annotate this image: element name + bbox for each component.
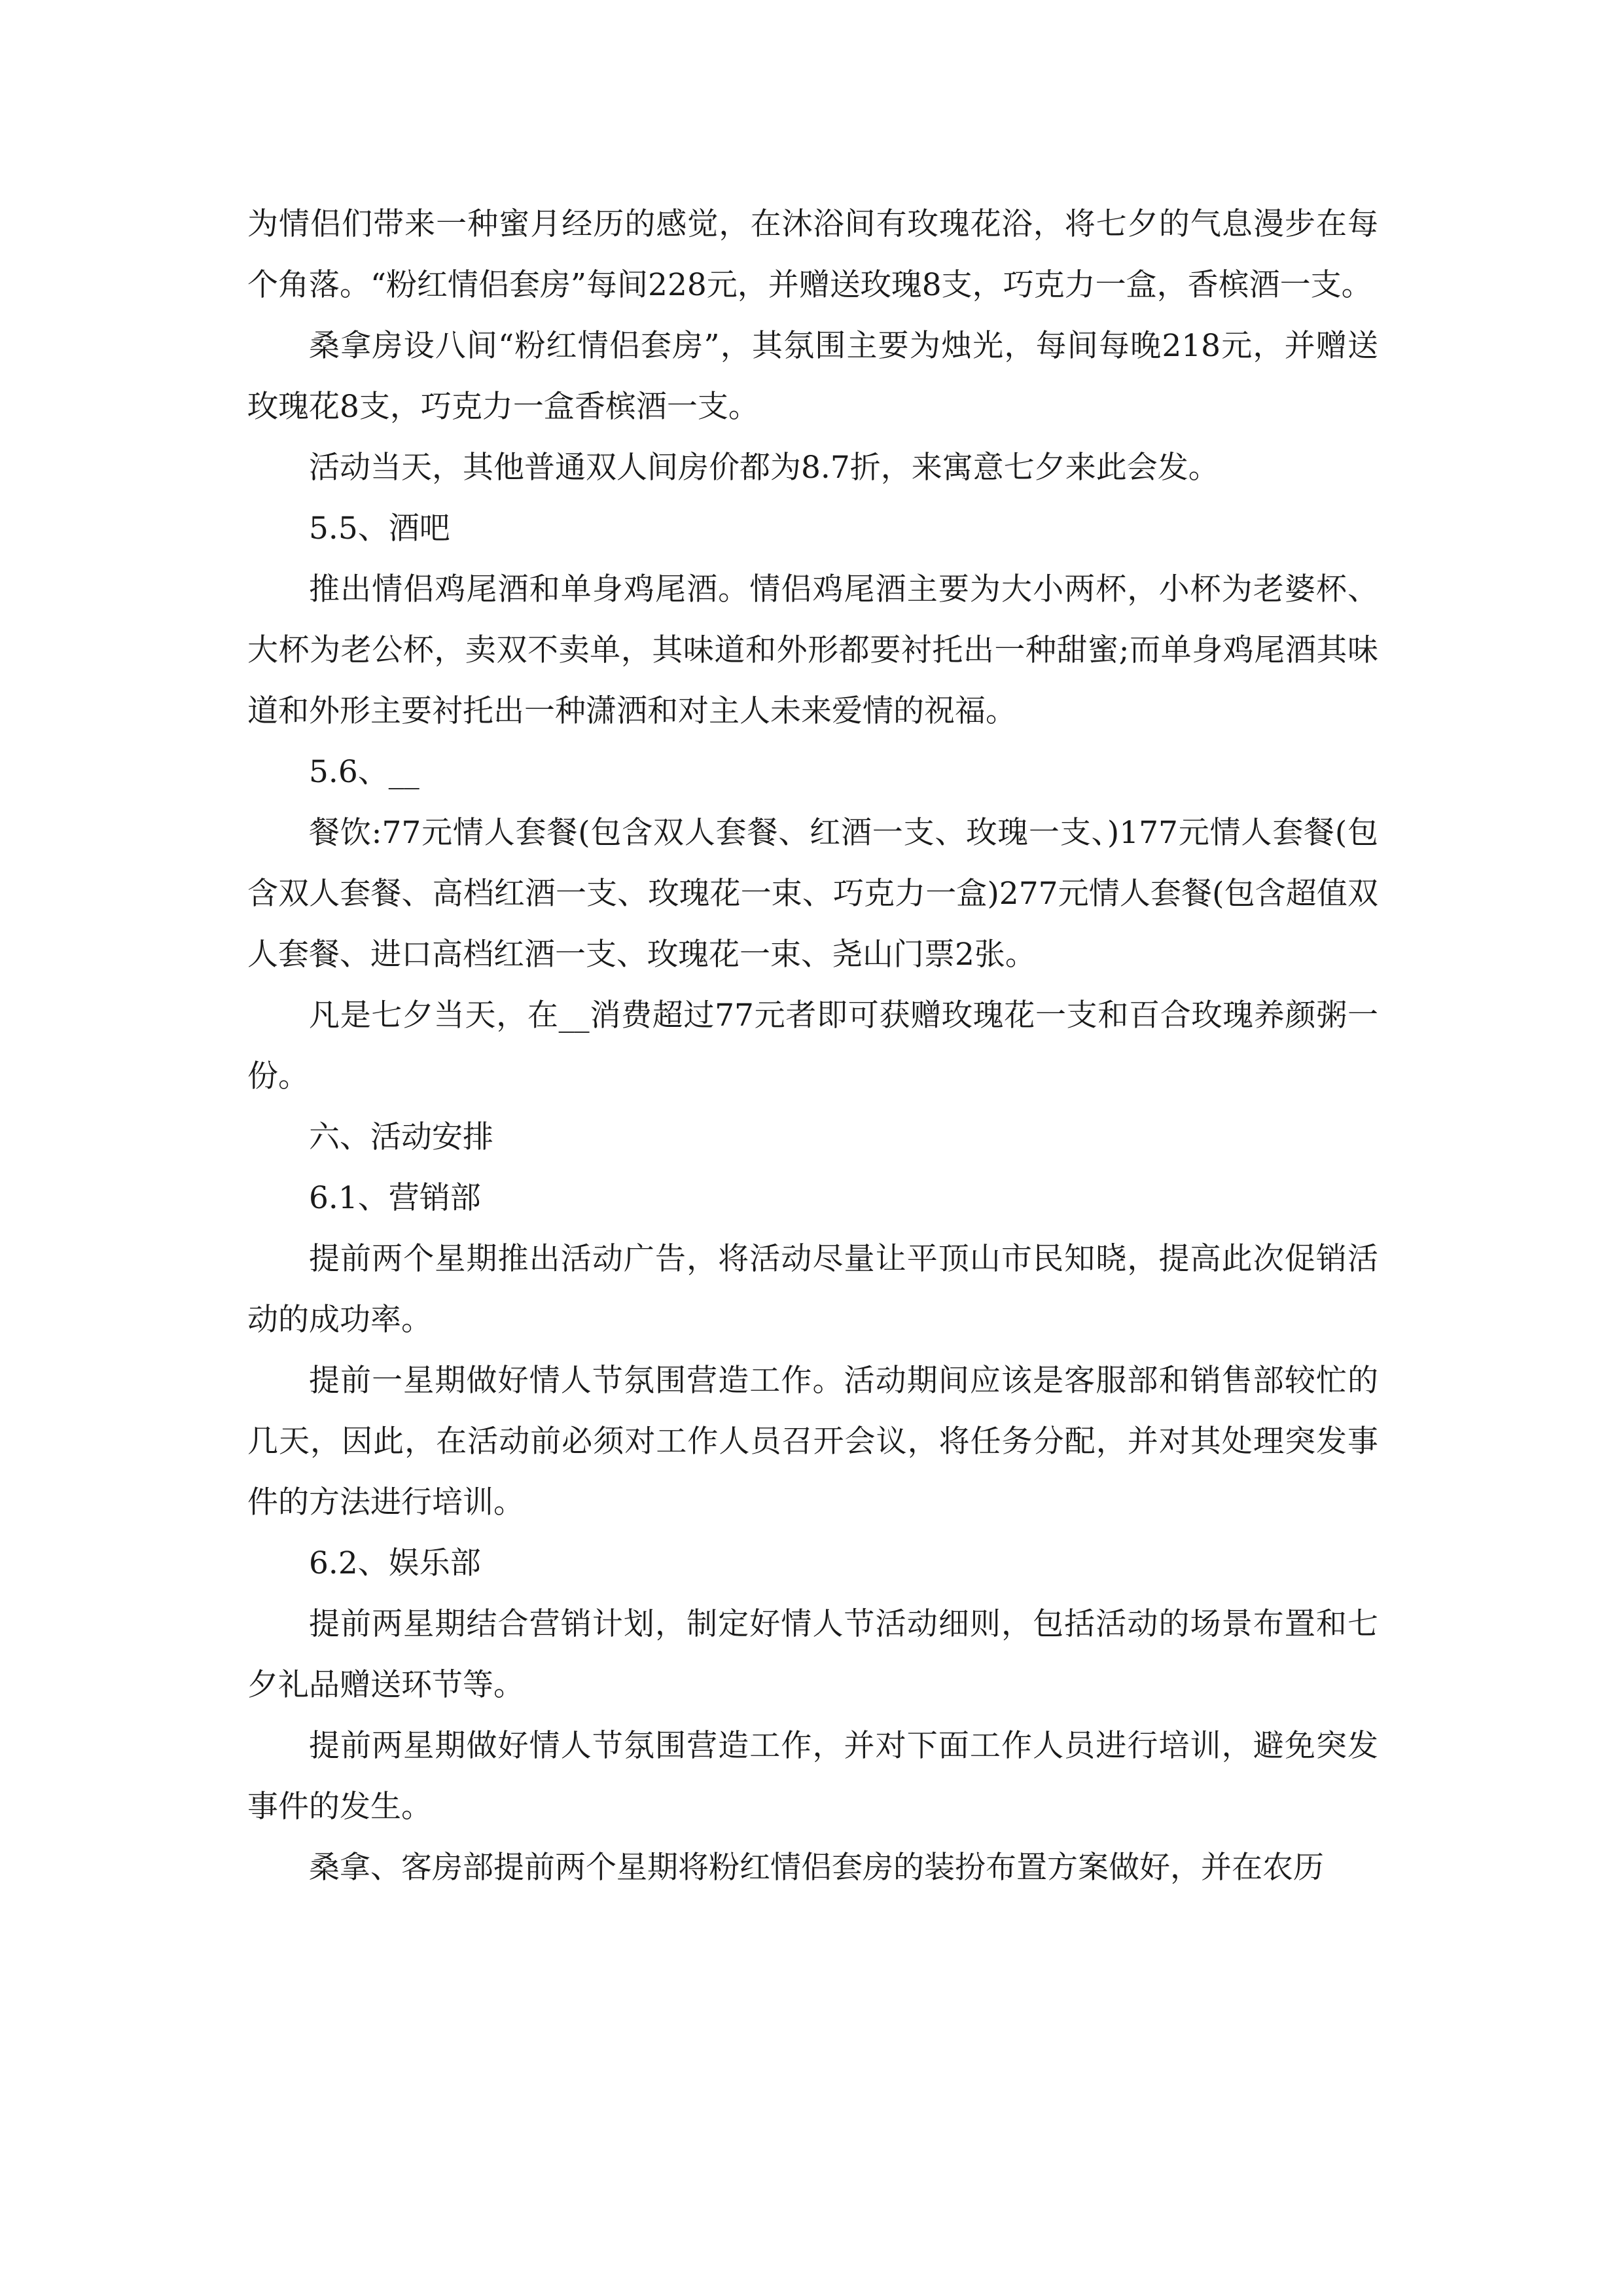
paragraph: 提前两星期做好情人节氛围营造工作，并对下面工作人员进行培训，避免突发事件的发生。 (247, 1728, 1378, 1825)
paragraph: 桑拿、客房部提前两个星期将粉红情侣套房的装扮布置方案做好，并在农历 (309, 1850, 1324, 1886)
section-heading-6-1: 6.1、营销部 (309, 1180, 481, 1216)
paragraph: 提前一星期做好情人节氛围营造工作。活动期间应该是客服部和销售部较忙的几天，因此，在活动前必须对工作人员召开会议，将任务分配，并对其处理突发事件的方法进行培训。 (247, 1363, 1378, 1520)
paragraph: 凡是七夕当天，在__消费超过77元者即可获赠玫瑰花一支和百合玫瑰养颜粥一份。 (247, 997, 1378, 1094)
section-heading-5-6: 5.6、__ (309, 754, 419, 790)
paragraph: 为情侣们带来一种蜜月经历的感觉，在沐浴间有玫瑰花浴，将七夕的气息漫步在每个角落。“粉红情侣套房”每间228元，并赠送玫瑰8支，巧克力一盒，香槟酒一支。 (247, 206, 1378, 303)
section-heading-6: 六、活动安排 (309, 1119, 493, 1155)
paragraph: 餐饮:77元情人套餐(包含双人套餐、红酒一支、玫瑰一支、)177元情人套餐(包含双人套餐、高档红酒一支、玫瑰花一束、巧克力一盒)277元情人套餐(包含超值双人套餐、进口高档红酒一支、玫瑰花一束、尧山门票2张。 (247, 815, 1378, 973)
section-heading-6-2: 6.2、娱乐部 (309, 1545, 481, 1581)
section-heading-5-5: 5.5、酒吧 (309, 511, 450, 547)
paragraph: 提前两星期结合营销计划，制定好情人节活动细则，包括活动的场景布置和七夕礼品赠送环节等。 (247, 1606, 1378, 1703)
document-body (247, 194, 1378, 1898)
paragraph: 推出情侣鸡尾酒和单身鸡尾酒。情侣鸡尾酒主要为大小两杯，小杯为老婆杯、大杯为老公杯，卖双不卖单，其味道和外形都要衬托出一种甜蜜;而单身鸡尾酒其味道和外形主要衬托出一种潇洒和对主人未来爱情的祝福。 (247, 571, 1378, 729)
paragraph: 桑拿房设八间“粉红情侣套房”，其氛围主要为烛光，每间每晚218元，并赠送玫瑰花8支，巧克力一盒香槟酒一支。 (247, 328, 1378, 425)
paragraph: 提前两个星期推出活动广告，将活动尽量让平顶山市民知晓，提高此次促销活动的成功率。 (247, 1241, 1378, 1338)
paragraph: 活动当天，其他普通双人间房价都为8.7折，来寓意七夕来此会发。 (309, 450, 1219, 486)
